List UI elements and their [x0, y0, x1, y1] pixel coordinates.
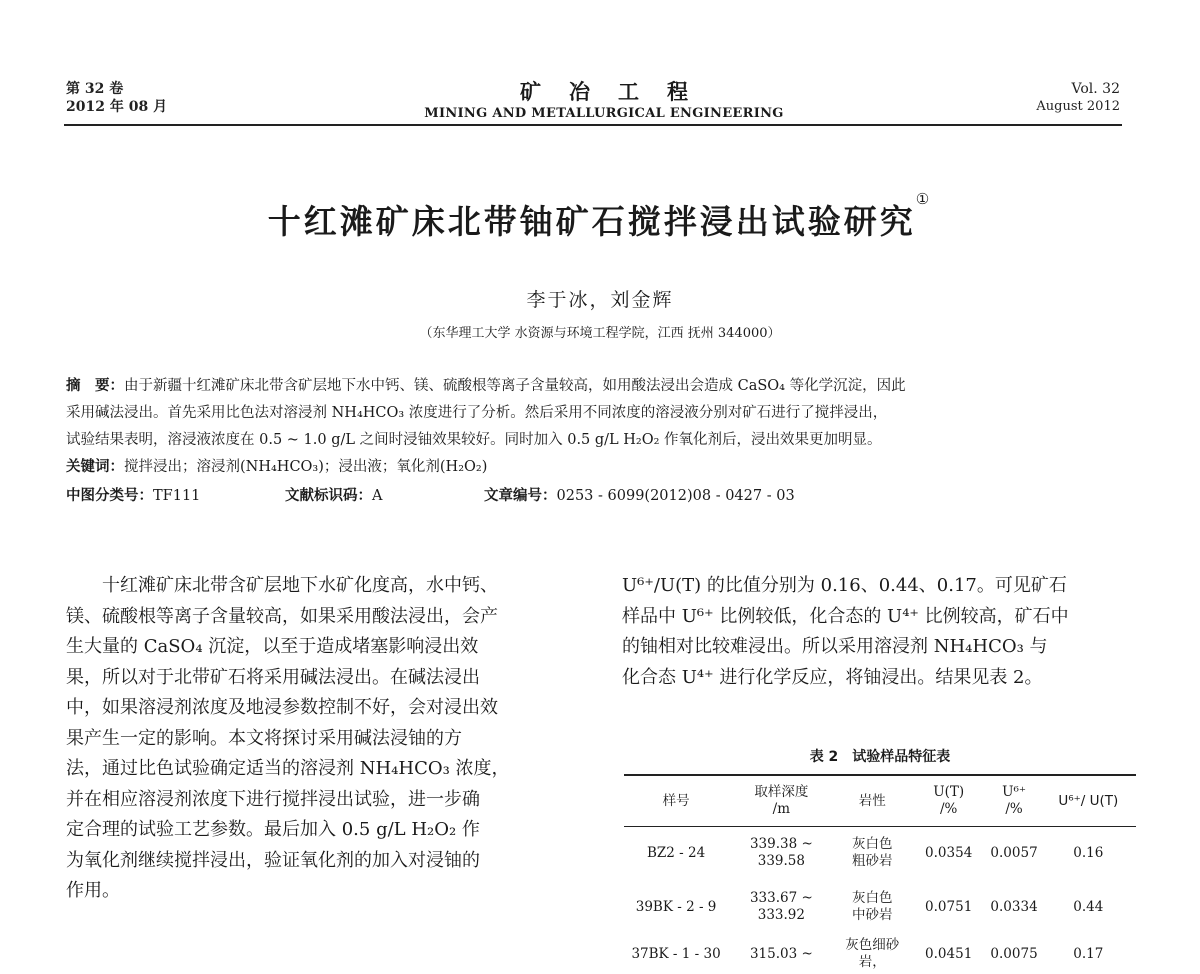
table-row	[624, 934, 1136, 974]
body-line: 并在相应溶浸剂浓度下进行搅拌浸出试验，进一步确	[66, 788, 480, 810]
body-line: 为氧化剂继续搅拌浸出，验证氧化剂的加入对浸铀的	[66, 849, 480, 871]
header-right	[1036, 80, 1120, 116]
affiliation: （东华理工大学 水资源与环境工程学院，江西 抚州 344000）	[419, 326, 781, 341]
journal-title	[412, 76, 796, 121]
table-cell: 315.03 ~	[749, 945, 813, 962]
body-line: U⁶⁺/U(T) 的比值分别为 0.16、0.44、0.17。可见矿石	[622, 575, 1067, 596]
table-cell: 0.0075	[990, 945, 1038, 962]
table-cell: 0.0334	[990, 898, 1038, 915]
header-volume: 第 32 卷	[66, 81, 124, 97]
article-title-text: 十红滩矿床北带铀矿石搅拌浸出试验研究	[267, 202, 916, 241]
table-cell: 39BK - 2 - 9	[635, 898, 717, 915]
table-title: 表 2 试验样品特征表	[809, 749, 951, 765]
abstract-label: 摘 要：	[66, 378, 124, 394]
table-cell: 灰白色 中砂岩	[851, 890, 893, 923]
table-cell: 灰色细砂岩，	[845, 937, 900, 970]
body-right-column	[622, 571, 1138, 693]
doc-code-line	[285, 483, 382, 510]
table-header-cell: U(T) /%	[933, 784, 965, 817]
table-cell: 339.38 ~ 339.58	[749, 836, 813, 869]
body-line: 化合态 U⁴⁺ 进行化学反应，将铀浸出。结果见表 2。	[622, 666, 1043, 688]
article-title	[0, 190, 1200, 243]
table-header-cell: 样号	[662, 792, 690, 809]
keywords-line	[66, 454, 487, 481]
body-left-column	[66, 571, 586, 907]
journal-title-cn: 矿冶工程	[520, 79, 716, 104]
body-line: 的铀相对比较难浸出。所以采用溶浸剂 NH₄HCO₃ 与	[622, 636, 1048, 657]
journal-title-en: MINING AND METALLURGICAL ENGINEERING	[424, 106, 784, 121]
table-header-cell: U⁶⁺/ U(T)	[1058, 792, 1119, 809]
header-vol-en: Vol. 32	[1071, 81, 1120, 97]
body-line: 生大量的 CaSO₄ 沉淀，以至于造成堵塞影响浸出效	[66, 636, 479, 657]
classification-line	[66, 483, 200, 510]
table-cell: 0.0057	[990, 844, 1038, 861]
body-line: 果，所以对于北带矿石将采用碱法浸出。在碱法浸出	[66, 666, 480, 688]
table-cell: 0.16	[1073, 844, 1104, 861]
table-header-cell: 取样深度 /m	[754, 784, 809, 817]
body-line: 定合理的试验工艺参数。最后加入 0.5 g/L H₂O₂ 作	[66, 819, 480, 840]
header-date-en: August 2012	[1036, 99, 1120, 114]
abstract-line-1	[66, 373, 906, 400]
keywords-text: 搅拌浸出；溶浸剂(NH₄HCO₃)；浸出液；氧化剂(H₂O₂)	[124, 459, 488, 475]
table-cell: 0.0451	[925, 945, 973, 962]
clc-label: 中图分类号：	[66, 488, 153, 504]
table-2	[624, 776, 1136, 974]
abstract-line-3: 试验结果表明，溶浸液浓度在 0.5 ~ 1.0 g/L 之间时浸铀效果较好。同时加入 0.5 g/L H₂O₂ 作氧化剂后，浸出效果更加明显。	[66, 432, 882, 448]
table-row	[624, 826, 1136, 880]
article-no: 0253 - 6099(2012)08 - 0427 - 03	[556, 488, 795, 504]
table-row	[624, 880, 1136, 934]
article-no-label: 文章编号：	[484, 488, 557, 504]
article-no-line	[484, 483, 795, 510]
body-line: 作用。	[66, 880, 120, 901]
table-header-cell: 岩性	[858, 792, 886, 809]
table-cell: 0.0354	[925, 844, 973, 861]
header-rule	[64, 124, 1122, 126]
table-cell: 0.17	[1073, 945, 1104, 962]
table-header-cell: U⁶⁺ /%	[1002, 784, 1026, 817]
table-header-row	[624, 776, 1136, 826]
table-cell: 37BK - 1 - 30	[631, 945, 721, 962]
table-cell: 0.44	[1073, 898, 1104, 915]
authors: 李于冰，刘金辉	[526, 289, 674, 311]
doc-code: A	[372, 488, 383, 504]
body-line: 镁、硫酸根等离子含量较高，如果采用酸法浸出，会产	[66, 605, 498, 627]
table-cell: BZ2 - 24	[646, 844, 706, 861]
table-cell: 333.67 ~ 333.92	[749, 890, 813, 923]
body-line: 十红滩矿床北带含矿层地下水矿化度高，水中钙、	[66, 575, 498, 596]
body-line: 法，通过比色试验确定适当的溶浸剂 NH₄HCO₃ 浓度，	[66, 758, 510, 779]
clc-code: TF111	[153, 488, 201, 504]
title-footnote-mark: ①	[915, 190, 933, 208]
body-line: 样品中 U⁶⁺ 比例较低，化合态的 U⁴⁺ 比例较高，矿石中	[622, 605, 1069, 627]
doc-code-label: 文献标识码：	[285, 488, 372, 504]
abstract-line-2: 采用碱法浸出。首先采用比色法对溶浸剂 NH₄HCO₃ 浓度进行了分析。然后采用不同浓度的溶浸液分别对矿石进行了搅拌浸出，	[66, 405, 888, 421]
keywords-label: 关键词：	[66, 459, 124, 475]
header-left	[66, 80, 167, 116]
body-line: 果产生一定的影响。本文将探讨采用碱法浸铀的方	[66, 727, 462, 749]
body-line: 中，如果溶浸剂浓度及地浸参数控制不好，会对浸出效	[66, 697, 498, 718]
table-cell: 灰白色 粗砂岩	[851, 836, 893, 869]
table-cell: 0.0751	[925, 898, 973, 915]
abstract-text-1: 由于新疆十红滩矿床北带含矿层地下水中钙、镁、硫酸根等离子含量较高，如用酸法浸出会造成 CaSO₄ 等化学沉淀，因此	[124, 378, 906, 394]
header-date: 2012 年 08 月	[66, 99, 168, 115]
